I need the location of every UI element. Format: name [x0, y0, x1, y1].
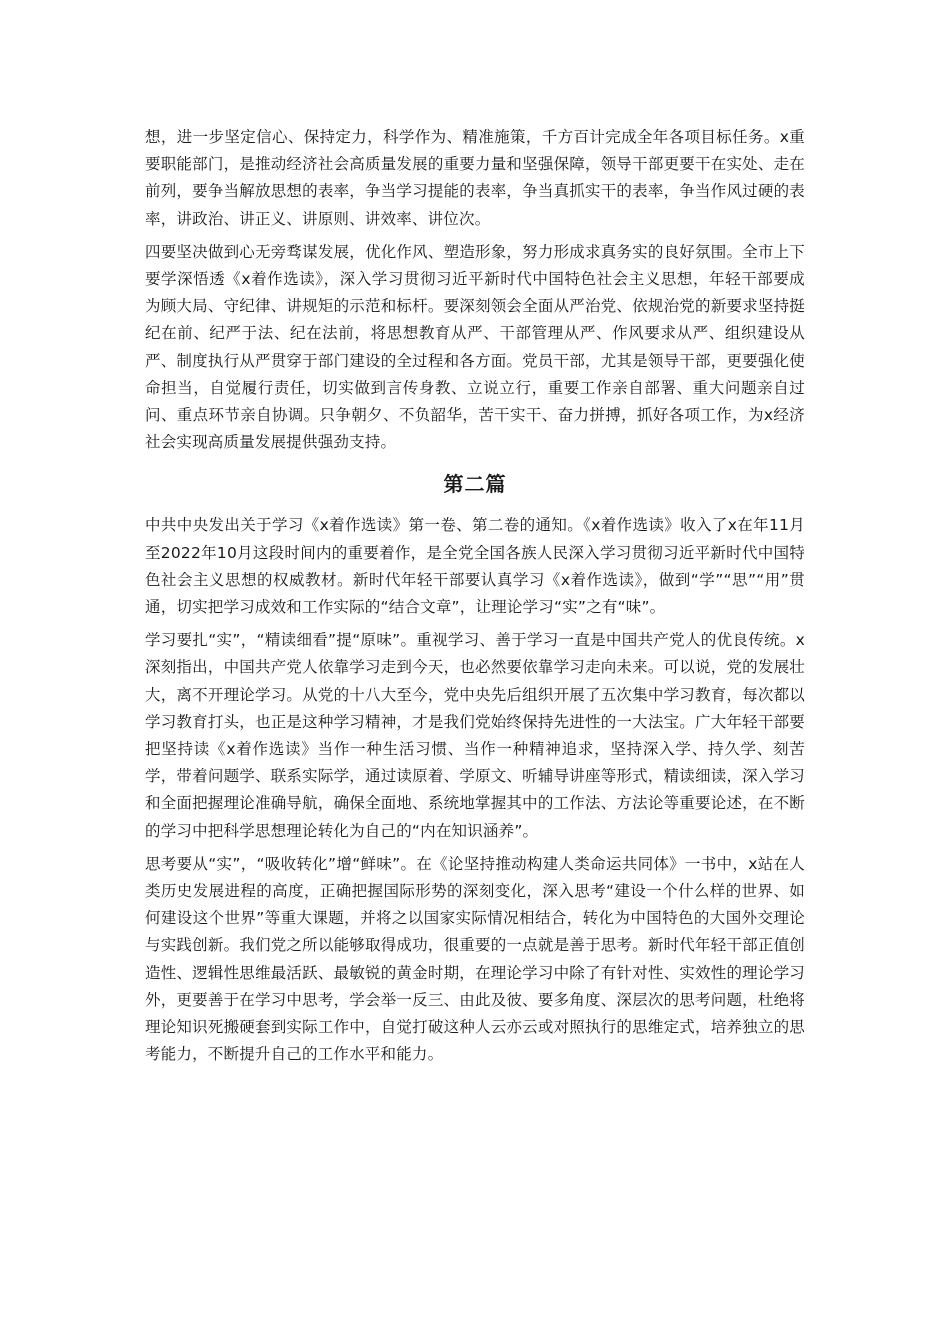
paragraph-2: 四要坚决做到心无旁骛谋发展，优化作风、塑造形象，努力形成求真务实的良好氛围。全市上下要学深悟透《x着作选读》，深入学习贯彻习近平新时代中国特色社会主义思想，年轻干部要成为顾大局、守纪律、讲规矩的示范和标杆。要深刻领会全面从严治党、依规治党的新要求坚持挺纪在前、纪严于法、纪在法前，将思想教育从严、干部管理从严、作风要求从严、组织建设从严、制度执行从严贯穿于部门建设的全过程和各方面。党员干部，尤其是领导干部，更要强化使命担当，自觉履行责任，切实做到言传身教、立说立行，重要工作亲自部署、重大问题亲自过问、重点环节亲自协调。只争朝夕、不负韶华，苦干实干、奋力拼搏，抓好各项工作，为x经济社会实现高质量发展提供强劲支持。	[145, 242, 805, 452]
paragraph-3: 中共中央发出关于学习《x着作选读》第一卷、第二卷的通知。《x着作选读》收入了x在年11月至2022年10月这段时间内的重要着作，是全党全国各族人民深入学习贯彻习近平新时代中国特色社会主义思想的权威教材。新时代年轻干部要认真学习《x着作选读》，做到“学”“思”“用”贯通，切实把学习成效和工作实际的“结合文章”，让理论学习“实”之有“味”。	[145, 516, 805, 617]
paragraph-1: 想，进一步坚定信心、保持定力，科学作为、精准施策，千方百计完成全年各项目标任务。x重要职能部门，是推动经济社会高质量发展的重要力量和坚强保障，领导干部更要干在实处、走在前列，要争当解放思想的表率，争当学习提能的表率，争当真抓实干的表率，争当作风过硬的表率，讲政治、讲正义、讲原则、讲效率、讲位次。	[145, 128, 805, 228]
document-page	[145, 124, 805, 1069]
section-heading: 第二篇	[443, 472, 507, 497]
paragraph-4: 学习要扎“实”，“精读细看”提“原味”。重视学习、善于学习一直是中国共产党人的优良传统。x深刻指出，中国共产党人依靠学习走到今天，也必然要依靠学习走向未来。可以说，党的发展壮大，离不开理论学习。从党的十八大至今，党中央先后组织开展了五次集中学习教育，每次都以学习教育打头，也正是这种学习精神，才是我们党始终保持先进性的一大法宝。广大年轻干部要把坚持读《x着作选读》当作一种生活习惯、当作一种精神追求，坚持深入学、持久学、刻苦学，带着问题学、联系实际学，通过读原着、学原文、听辅导讲座等形式，精读细读，深入学习和全面把握理论准确导航，确保全面地、系统地掌握其中的工作法、方法论等重要论述，在不断的学习中把科学思想理论转化为自己的“内在知识涵养”。	[145, 631, 805, 840]
paragraph-5: 思考要从“实”，“吸收转化”增“鲜味”。在《论坚持推动构建人类命运共同体》一书中，x站在人类历史发展进程的高度，正确把握国际形势的深刻变化，深入思考“建设一个什么样的世界、如何建设这个世界”等重大课题，并将之以国家实际情况相结合，转化为中国特色的大国外交理论与实践创新。我们党之所以能够取得成功，很重要的一点就是善于思考。新时代年轻干部正值创造性、逻辑性思维最活跃、最敏锐的黄金时期，在理论学习中除了有针对性、实效性的理论学习外，更要善于在学习中思考，学会举一反三、由此及彼、要多角度、深层次的思考问题，杜绝将理论知识死搬硬套到实际工作中，自觉打破这种人云亦云或对照执行的思维定式，培养独立的思考能力，不断提升自己的工作水平和能力。	[145, 854, 805, 1064]
